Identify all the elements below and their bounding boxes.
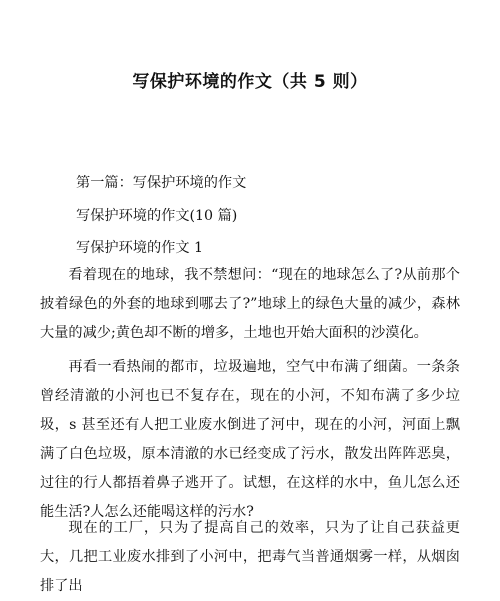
item-heading: 写保护环境的作文 1	[76, 240, 204, 256]
section-heading: 第一篇：写保护环境的作文	[76, 175, 247, 191]
document-title: 写保护环境的作文（共 5 则）	[132, 72, 368, 92]
paragraph-1: 看着现在的地球，我不禁想问：“现在的地球怎么了?从前那个披着绿色的外套的地球到哪去了?”地球上的绿色大量的减少，森林大量的减少;黄色却不断的增多，土地也开始大面积的沙漠化。	[40, 267, 460, 341]
subheading: 写保护环境的作文(10 篇)	[76, 208, 238, 224]
paragraph-2: 再看一看热闹的都市，垃圾遍地，空气中布满了细菌。一条条曾经清澈的小河也已不复存在，现在的小河，不知布满了多少垃圾，s 甚至还有人把工业废水倒进了河中，现在的小河，河面上飘满了白色垃圾，原本清澈的水已经变成了污水，散发出阵阵恶臭，过往的行人都捂着鼻子逃开了。试想，在这样的水中，鱼儿怎么还能生活?人怎么还能喝这样的污水?	[40, 359, 460, 520]
paragraph-3: 现在的工厂，只为了提高自己的效率，只为了让自己获益更大，几把工业废水排到了小河中，把毒气当普通烟雾一样，从烟囱排了出	[40, 520, 460, 594]
